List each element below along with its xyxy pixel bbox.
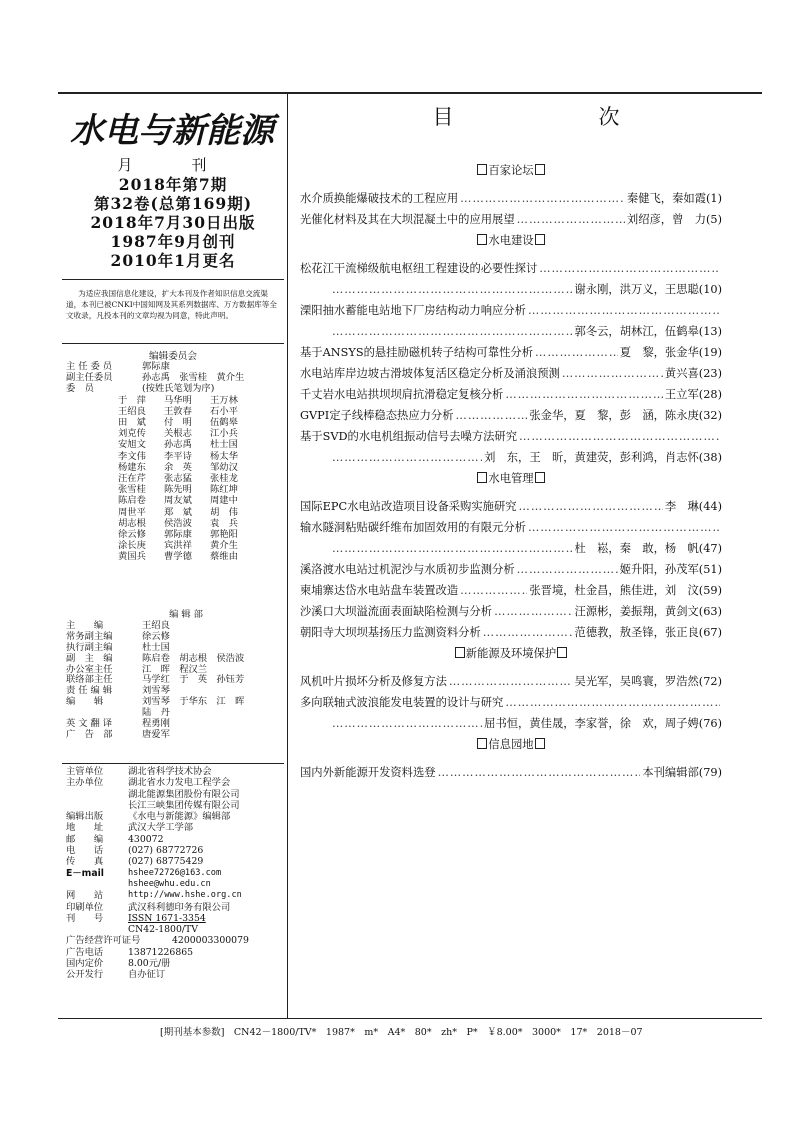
article-authors: 张晋境，杜金昌，熊佳进，刘 汶(59): [529, 584, 722, 597]
board-member: 付 明: [164, 417, 192, 429]
toc-entry[interactable]: [300, 692, 722, 734]
founded-date: 1987年9月创刊: [110, 232, 236, 251]
toc-entry-line: [300, 300, 722, 321]
leader-dots: [517, 559, 618, 580]
article-title[interactable]: 松花江干流梯级航电枢纽工程建设的必要性探讨: [300, 262, 538, 275]
article-title[interactable]: 基于ANSYS的悬挂励磁机转子结构可靠性分析: [300, 346, 534, 359]
leader-dots: [460, 188, 625, 209]
website-link[interactable]: http://www.hshe.org.cn: [128, 890, 242, 901]
article-title[interactable]: 光催化材料及其在大坝混凝土中的应用展望: [300, 213, 515, 226]
ad-phone-label: 广告电话: [66, 946, 104, 958]
publisher-value: (027) 68772726: [128, 845, 204, 857]
publisher-label: 邮 编: [66, 833, 104, 845]
toc-entry-line: [300, 622, 722, 643]
vice-label: 副主任委员: [66, 372, 113, 384]
toc-entry[interactable]: [300, 209, 722, 230]
toc-entry[interactable]: [300, 426, 722, 468]
article-title[interactable]: 风机叶片损坏分析及修复方法: [300, 675, 447, 688]
publisher-label: 地 址: [66, 822, 104, 834]
board-member: 黄国兵: [118, 551, 146, 563]
toc-entry-line: [300, 426, 722, 447]
leader-dots: [539, 258, 720, 279]
staff-names: 江 晖 程汉兰: [142, 663, 208, 675]
top-rule: [58, 92, 762, 94]
article-authors: 张金华，夏 黎，彭 涵，陈永庚(32): [529, 409, 722, 422]
article-authors: 屈书恒，黄佳晟，李家誉，徐 欢，周子娉(76): [484, 717, 722, 730]
article-title[interactable]: 输水隧洞粘贴碳纤维布加固效用的有限元分析: [300, 521, 526, 534]
board-member: 关根志: [164, 428, 192, 440]
board-member: 田 斌: [118, 417, 146, 429]
publisher-label: [66, 800, 128, 811]
leader-dots: [332, 279, 573, 300]
toc-section-header: [300, 160, 722, 188]
leader-dots: [483, 622, 573, 643]
staff-names: 陆 丹: [142, 707, 170, 719]
board-member: 伍鹤皋: [210, 417, 238, 429]
vice-directors: 孙志禹 张雪桂 黄介生: [142, 372, 245, 384]
article-authors: 郭冬云，胡林江，伍鹤皋(13): [574, 325, 722, 338]
article-authors: 谢永刚，洪万义，王思聪(10): [574, 283, 722, 296]
board-member: 马华明: [164, 394, 192, 406]
board-member: 李平诗: [164, 450, 192, 462]
article-authors: 范德教，敖圣锋，张正良(67): [574, 626, 722, 639]
toc-entry[interactable]: [300, 496, 722, 517]
staff-role: 广 告 部: [66, 728, 113, 740]
board-member: 邹幼汉: [210, 461, 238, 473]
staff-role: 责 任 编 辑: [66, 685, 113, 697]
board-member: 郑 斌: [164, 506, 192, 518]
bracket-box-icon: [477, 738, 487, 749]
bracket-box-icon: [477, 234, 487, 245]
section-name: 水电建设: [488, 234, 534, 247]
director-label: 主 任 委 员: [66, 361, 113, 372]
staff-role: 副 主 编: [66, 652, 113, 664]
board-member: 涂长庚: [118, 540, 146, 552]
article-authors: 秦健飞，秦如霞(1): [626, 192, 722, 205]
board-member: 黄介生: [210, 540, 238, 552]
divider: [62, 279, 284, 280]
board-member: 杨太华: [210, 450, 238, 462]
bracket-box-icon: [535, 738, 545, 749]
section-name: 水电管理: [488, 472, 534, 485]
journal-logo: [66, 104, 281, 152]
publisher-value: (027) 68775429: [128, 856, 204, 868]
toc-entry-line: [300, 258, 722, 279]
publisher-value: 《水电与新能源》编辑部: [128, 811, 231, 823]
leader-dots: [505, 384, 663, 405]
article-title[interactable]: 千丈岩水电站拱坝坝肩抗滑稳定复核分析: [300, 388, 504, 401]
article-authors: 汪源彬，姜振翔，黄剑文(63): [574, 605, 722, 618]
toc-entry-line: [300, 517, 722, 538]
toc-entry[interactable]: [300, 384, 722, 405]
toc-entry[interactable]: [300, 188, 722, 209]
publisher-label: 电 话: [66, 845, 104, 857]
publisher-label: 主管单位: [66, 766, 104, 777]
staff-role: 执行副主编: [66, 641, 113, 653]
article-title[interactable]: 朝阳寺大坝坝基扬压力监测资料分析: [300, 626, 481, 639]
article-authors: 刘 东，王 昕，黄建荧，彭利鸿，肖志怀(38): [484, 451, 722, 464]
journal-parameters: [期刊基本参数] CN42－1800/TV* 1987* m* A4* 80* zh* P* ￥8.00* 3000* 17* 2018－07: [160, 1027, 643, 1038]
toc-entry-line: [300, 321, 722, 342]
publisher-row: [66, 777, 286, 788]
staff-names: 杜士国: [142, 641, 170, 653]
member-grid: [66, 395, 286, 563]
toc-entry-line: [300, 496, 722, 517]
printer-label: 印刷单位: [66, 901, 104, 913]
article-authors: 李 琳(44): [664, 500, 722, 513]
leader-dots: [332, 447, 482, 468]
publish-date: 2018年7月30日出版: [90, 213, 256, 232]
staff-names: 马学红 于 英 孙钰芳: [142, 674, 245, 686]
toc-title: 目 次: [432, 105, 682, 129]
staff-names: 刘雪琴: [142, 685, 170, 697]
email-label: E－mail: [66, 867, 104, 879]
volume: 第32卷(总第169期): [93, 194, 253, 213]
article-title[interactable]: 水电站库岸边坡古滑坡体复活区稳定分析及涌浪预测: [300, 367, 560, 380]
publisher-value: 湖北省科学技术协会: [128, 766, 212, 777]
publisher-row: [66, 822, 286, 833]
email-1[interactable]: hshee72726@163.com: [128, 867, 222, 878]
leader-dots: [519, 496, 663, 517]
section-name: 信息园地: [488, 738, 534, 751]
article-authors: 杜 崧，秦 敢，杨 帆(47): [574, 542, 722, 555]
price: 8.00元/册: [128, 958, 171, 970]
staff-names: 程勇刚: [142, 718, 170, 730]
article-title[interactable]: 基于SVD的水电机组振动信号去噪方法研究: [300, 430, 518, 443]
publisher-value: 湖北能源集团股份有限公司: [128, 788, 240, 800]
staff-names: 徐云修: [142, 630, 170, 642]
board-member: 汪在芹: [118, 473, 146, 485]
publisher-row: [66, 800, 286, 811]
leader-dots: [494, 601, 572, 622]
board-member: 郭际康: [164, 529, 192, 541]
staff-row: [66, 654, 286, 665]
board-member: 郭艳阳: [210, 529, 238, 541]
cn-number: CN42-1800/TV: [128, 924, 198, 936]
toc-entry-line: [300, 580, 722, 601]
divider: [62, 343, 284, 344]
board-member: 陈红坤: [210, 484, 238, 496]
leader-dots: [505, 692, 720, 713]
publisher-row: [66, 856, 286, 867]
article-title[interactable]: 沙溪口大坝溢流面表面缺陷检测与分析: [300, 605, 493, 618]
bracket-box-icon: [557, 647, 567, 658]
board-member: 于 萍: [118, 394, 146, 406]
article-title[interactable]: 多向联轴式波浪能发电装置的设计与研究: [300, 696, 504, 709]
leader-dots: [449, 671, 573, 692]
leader-dots: [528, 517, 720, 538]
bottom-rule: [58, 1018, 762, 1019]
issn: ISSN 1671-3354: [128, 912, 206, 924]
article-authors: 本刊编辑部(79): [642, 766, 722, 779]
toc-entry-line: [300, 559, 722, 580]
copyright-notice: 为适应我国信息化建设，扩大本刊及作者知识信息交流渠道，本刊已被CNKI中国知网及其系列数据库、万方数据库等全文收录，凡投本刊的文章均视为同意，特此声明。: [66, 289, 277, 320]
article-authors: 刘绍彦，曾 力(5): [626, 213, 722, 226]
staff-role: 办公室主任: [66, 663, 113, 675]
board-member: 陈启卷: [118, 495, 146, 507]
editorial-staff: [66, 610, 286, 741]
board-member: 张雪桂: [118, 484, 146, 496]
article-title[interactable]: 溧阳抽水蓄能电站地下厂房结构动力响应分析: [300, 304, 526, 317]
members-label: 委 员: [66, 383, 94, 395]
toc-entry[interactable]: [300, 517, 722, 559]
leader-dots: [456, 405, 528, 426]
article-authors: 吴光军，吴鸣寰，罗浩然(72): [574, 675, 722, 688]
board-member: 石小平: [210, 405, 238, 417]
toc-entry[interactable]: [300, 342, 722, 363]
toc-entry-line: [300, 342, 722, 363]
board-member: 杜士国: [210, 439, 238, 451]
editorial-board: [66, 361, 286, 563]
board-member: 张志猛: [164, 473, 192, 485]
board-member: 周世平: [118, 506, 146, 518]
leader-dots: [438, 762, 641, 783]
issue-number: 2018年第7期: [118, 175, 228, 194]
renamed-date: 2010年1月更名: [110, 251, 236, 270]
bracket-box-icon: [477, 164, 487, 175]
leader-dots: [535, 342, 618, 363]
staff-role: 联络部主任: [66, 674, 113, 686]
toc-entry-line: [300, 538, 722, 559]
divider: [62, 763, 284, 764]
article-authors: 夏 黎，张金华(19): [619, 346, 722, 359]
board-member: 江小兵: [210, 428, 238, 440]
toc-entry-line: [300, 209, 722, 230]
staff-row: [66, 697, 286, 708]
article-authors: 王立军(28): [664, 388, 722, 401]
board-member: 徐云修: [118, 529, 146, 541]
article-title[interactable]: 国内外新能源开发资料选登: [300, 766, 436, 779]
publisher-label: 主办单位: [66, 777, 104, 789]
journal-logo-text: 水电与新能源: [70, 111, 274, 151]
staff-names: 唐爱军: [142, 728, 170, 740]
staff-role: 编 辑: [66, 696, 104, 708]
toc-entry[interactable]: [300, 300, 722, 342]
toc-entry-line: [300, 405, 722, 426]
toc-entry-line: [300, 601, 722, 622]
toc-entry-line: [300, 713, 722, 734]
toc-entry[interactable]: [300, 671, 722, 692]
article-title[interactable]: 溪洛渡水电站过机泥沙与水质初步监测分析: [300, 563, 515, 576]
toc-entry-line: [300, 384, 722, 405]
board-member: 周建中: [210, 495, 238, 507]
staff-names: 刘雪琴 于华东 江 晖: [142, 696, 245, 708]
bracket-box-icon: [535, 164, 545, 175]
board-member: 胡 伟: [210, 506, 238, 518]
editorial-title: 编 辑 部: [169, 609, 203, 620]
article-title[interactable]: 水介质换能爆破技术的工程应用: [300, 192, 459, 205]
publisher-row: [66, 811, 286, 822]
toc-entry[interactable]: [300, 559, 722, 580]
publisher-value: 长江三峡集团传媒有限公司: [128, 799, 240, 811]
leader-dots: [517, 209, 625, 230]
board-member: 周友斌: [164, 495, 192, 507]
toc-entry[interactable]: [300, 580, 722, 601]
toc-entry[interactable]: [300, 363, 722, 384]
bracket-box-icon: [477, 472, 487, 483]
distribution: 自办征订: [128, 969, 166, 981]
toc-entry[interactable]: [300, 258, 722, 300]
board-member: 袁 兵: [210, 517, 238, 529]
article-title[interactable]: GVPI定子线棒稳态热应力分析: [300, 409, 454, 422]
leader-dots: [332, 538, 573, 559]
publisher-value: 430072: [128, 833, 164, 845]
publisher-label: 传 真: [66, 856, 104, 868]
publisher-row: [66, 834, 286, 845]
email-2[interactable]: hshee@whu.edu.cn: [128, 878, 211, 889]
toc-entry[interactable]: [300, 601, 722, 622]
ad-license: 4200003300079: [172, 935, 249, 947]
toc-entry-line: [300, 363, 722, 384]
section-name: 百家论坛: [488, 164, 534, 177]
leader-dots: [528, 300, 720, 321]
director: 郭际康: [142, 361, 170, 372]
bracket-box-icon: [535, 472, 545, 483]
publisher-info: [66, 766, 286, 981]
board-member: 王绍良: [118, 405, 146, 417]
toc-entry-line: [300, 762, 722, 783]
board-member: 王敦春: [164, 405, 192, 417]
table-of-contents: [300, 160, 722, 783]
board-member: 曹学德: [164, 551, 192, 563]
toc-section-header: [300, 230, 722, 258]
section-name: 新能源及环境保护: [465, 647, 557, 660]
board-member: 刘克传: [118, 428, 146, 440]
code-label: 刊 号: [66, 912, 104, 924]
board-member: 陈先明: [164, 484, 192, 496]
printer: 武汉科利德印务有限公司: [128, 901, 231, 913]
publisher-row: [66, 766, 286, 777]
leader-dots: [332, 321, 573, 342]
leader-dots: [460, 580, 527, 601]
toc-section-header: [300, 468, 722, 496]
publisher-value: 武汉大学工学部: [128, 822, 194, 834]
publisher-label: 编辑出版: [66, 811, 104, 823]
article-authors: 姬升阳，孙茂军(51): [619, 563, 722, 576]
board-member: 王万林: [210, 394, 238, 406]
toc-section-header: [300, 643, 722, 671]
toc-entry-line: [300, 279, 722, 300]
board-member: 张桂龙: [210, 473, 238, 485]
members-note: (按姓氏笔划为序): [142, 383, 215, 395]
issue-info: [62, 150, 284, 270]
staff-role: 常务副主编: [66, 630, 113, 642]
board-member: 杨建东: [118, 461, 146, 473]
ad-license-label: 广告经营许可证号: [66, 935, 141, 947]
toc-entry[interactable]: [300, 622, 722, 643]
staff-row: [66, 730, 286, 741]
board-member: 安旭文: [118, 439, 146, 451]
leader-dots: [519, 426, 720, 447]
staff-names: 陈启卷 胡志根 侯浩波: [142, 652, 245, 664]
leader-dots: [332, 713, 482, 734]
publisher-row: [66, 845, 286, 856]
publisher-value: 湖北省水力发电工程学会: [128, 777, 231, 789]
toc-entry[interactable]: [300, 762, 722, 783]
board-member: 侯浩波: [164, 517, 192, 529]
toc-entry-line: [300, 692, 722, 713]
toc-entry[interactable]: [300, 405, 722, 426]
board-title: 编辑委员会: [149, 351, 197, 362]
board-member: 余 英: [164, 461, 192, 473]
staff-names: 王绍良: [142, 619, 170, 631]
toc-entry-line: [300, 188, 722, 209]
staff-row: [66, 643, 286, 654]
price-label: 国内定价: [66, 958, 104, 970]
board-member: 孙志禹: [164, 439, 192, 451]
board-member: 蔡维由: [210, 551, 238, 563]
bracket-box-icon: [535, 234, 545, 245]
staff-role: 英 文 翻 译: [66, 718, 113, 730]
board-member: 宾洪祥: [164, 540, 192, 552]
toc-entry-line: [300, 671, 722, 692]
article-title[interactable]: 国际EPC水电站改造项目设备采购实施研究: [300, 500, 517, 513]
column-divider: [287, 92, 288, 1018]
board-member: 胡志根: [118, 517, 146, 529]
frequency: 月 刊: [117, 156, 229, 174]
publisher-row: [66, 789, 286, 800]
toc-section-header: [300, 734, 722, 762]
board-member: 李文伟: [118, 450, 146, 462]
article-title[interactable]: 柬埔寨达岱水电站盘车装置改造: [300, 584, 459, 597]
website-label: 网 站: [66, 890, 104, 902]
ad-phone: 13871226865: [128, 946, 194, 958]
bracket-box-icon: [455, 647, 465, 658]
toc-entry-line: [300, 447, 722, 468]
staff-role: 主 编: [66, 619, 104, 631]
distribution-label: 公开发行: [66, 969, 104, 981]
article-authors: 黄兴喜(23): [664, 367, 722, 380]
publisher-label: [66, 789, 128, 800]
leader-dots: [562, 363, 663, 384]
